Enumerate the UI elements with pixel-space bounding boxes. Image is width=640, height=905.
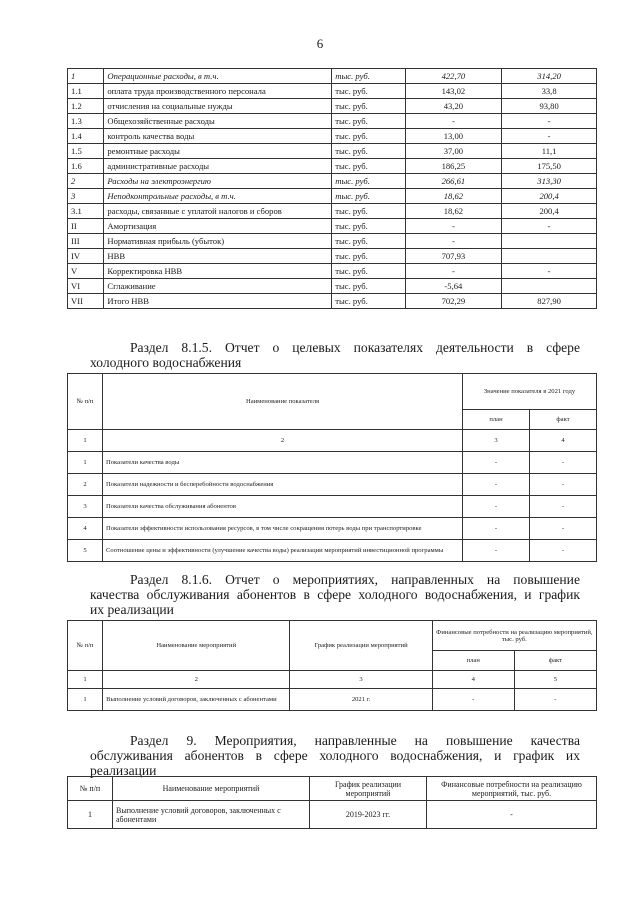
header-schedule: График реализации мероприятий: [310, 777, 427, 801]
row-name: Корректировка НВВ: [104, 264, 332, 279]
table-row: [68, 249, 597, 264]
row-unit: тыс. руб.: [332, 174, 405, 189]
row-fact: -: [514, 689, 596, 711]
row-value-2: [502, 279, 597, 294]
row-indicator-name: Показатели качества воды: [103, 452, 463, 474]
header-finance: Финансовые потребности на реализацию мероприятий, тыс. руб.: [427, 777, 597, 801]
table-row: [68, 99, 597, 114]
row-unit: тыс. руб.: [332, 189, 405, 204]
heading-line: их реализации: [90, 602, 174, 617]
row-name: Итого НВВ: [104, 294, 332, 309]
row-schedule: 2019-2023 гг.: [310, 801, 427, 829]
header-num: № п/п: [68, 777, 113, 801]
row-num: 1: [68, 452, 103, 474]
heading-line: холодного водоснабжения: [90, 355, 242, 370]
index-cell: 3: [290, 671, 432, 689]
row-unit: тыс. руб.: [332, 249, 405, 264]
row-schedule: 2021 г.: [290, 689, 432, 711]
row-value-2: [502, 249, 597, 264]
header-plan: план: [432, 651, 514, 671]
row-value-2: 33,8: [502, 84, 597, 99]
row-value-1: -: [405, 234, 502, 249]
row-plan: -: [463, 518, 530, 540]
row-plan: -: [463, 496, 530, 518]
row-unit: тыс. руб.: [332, 69, 405, 84]
index-cell: 3: [463, 430, 530, 452]
row-num: 1: [68, 801, 113, 829]
table-row: [68, 69, 597, 84]
table-row: [68, 264, 597, 279]
row-value-1: -: [405, 114, 502, 129]
row-name: Сглаживание: [104, 279, 332, 294]
row-unit: тыс. руб.: [332, 279, 405, 294]
table-row: [68, 84, 597, 99]
row-num: 2: [68, 474, 103, 496]
table-row: [68, 474, 597, 496]
row-value-2: -: [502, 114, 597, 129]
row-value-2: 313,30: [502, 174, 597, 189]
row-value-1: 18,62: [405, 204, 502, 219]
row-value-2: -: [502, 264, 597, 279]
row-plan: -: [463, 452, 530, 474]
header-fact: факт: [530, 410, 597, 430]
row-code: 3: [68, 189, 104, 204]
index-cell: 4: [432, 671, 514, 689]
row-value-2: 93,80: [502, 99, 597, 114]
row-plan: -: [463, 540, 530, 562]
row-value-1: -5,64: [405, 279, 502, 294]
row-finance: -: [427, 801, 597, 829]
row-fact: -: [530, 452, 597, 474]
row-code: V: [68, 264, 104, 279]
row-fact: -: [530, 496, 597, 518]
row-unit: тыс. руб.: [332, 204, 405, 219]
table-row: [68, 204, 597, 219]
row-num: 5: [68, 540, 103, 562]
row-value-1: 143,02: [405, 84, 502, 99]
header-fact: факт: [514, 651, 596, 671]
header-schedule: График реализации мероприятий: [290, 621, 432, 671]
header-num: № п/п: [68, 374, 103, 430]
index-cell: 1: [68, 430, 103, 452]
row-name: Операционные расходы, в т.ч.: [104, 69, 332, 84]
row-code: 1.3: [68, 114, 104, 129]
row-code: 1.5: [68, 144, 104, 159]
index-cell: 1: [68, 671, 103, 689]
row-indicator-name: Показатели надежности и бесперебойности водоснабжения: [103, 474, 463, 496]
row-value-1: 186,25: [405, 159, 502, 174]
row-value-2: -: [502, 129, 597, 144]
row-plan: -: [432, 689, 514, 711]
row-unit: тыс. руб.: [332, 114, 405, 129]
header-finance: Финансовые потребности на реализацию мероприятий, тыс. руб.: [432, 621, 596, 651]
row-unit: тыс. руб.: [332, 144, 405, 159]
table-row: [68, 219, 597, 234]
table-row: [68, 114, 597, 129]
row-indicator-name: Показатели качества обслуживания абонентов: [103, 496, 463, 518]
row-unit: тыс. руб.: [332, 84, 405, 99]
row-name: НВВ: [104, 249, 332, 264]
row-num: 3: [68, 496, 103, 518]
row-unit: тыс. руб.: [332, 219, 405, 234]
row-unit: тыс. руб.: [332, 264, 405, 279]
table-row: [68, 279, 597, 294]
table-row: [68, 452, 597, 474]
row-name: Расходы на электроэнергию: [104, 174, 332, 189]
row-name: Неподконтрольные расходы, в т.ч.: [104, 189, 332, 204]
index-cell: 2: [103, 671, 290, 689]
table-row: [68, 129, 597, 144]
header-value: Значение показателя в 2021 году: [463, 374, 597, 410]
row-value-1: 422,70: [405, 69, 502, 84]
header-plan: план: [463, 410, 530, 430]
row-code: 2: [68, 174, 104, 189]
row-value-1: 18,62: [405, 189, 502, 204]
row-fact: -: [530, 474, 597, 496]
row-name: расходы, связанные с уплатой налогов и сборов: [104, 204, 332, 219]
index-cell: 2: [103, 430, 463, 452]
row-value-1: 37,00: [405, 144, 502, 159]
row-value-1: -: [405, 219, 502, 234]
row-num: 1: [68, 689, 103, 711]
activities-plan-table: [67, 776, 597, 829]
header-indicator-name: Наименование показателя: [103, 374, 463, 430]
row-unit: тыс. руб.: [332, 99, 405, 114]
row-code: IV: [68, 249, 104, 264]
row-value-2: -: [502, 219, 597, 234]
row-indicator-name: Соотношение цены и эффективности (улучшение качества воды) реализации мероприятий инвестиционной программы: [103, 540, 463, 562]
table-row: [68, 294, 597, 309]
row-plan: -: [463, 474, 530, 496]
row-name: оплата труда производственного персонала: [104, 84, 332, 99]
row-value-1: 43,20: [405, 99, 502, 114]
index-cell: 4: [530, 430, 597, 452]
header-activity-name: Наименование мероприятий: [113, 777, 310, 801]
row-name: контроль качества воды: [104, 129, 332, 144]
target-indicators-table: [67, 373, 597, 562]
table-row: [68, 189, 597, 204]
heading-line: Раздел 8.1.5. Отчет о целевых показателях деятельности в сфере: [130, 340, 580, 355]
row-value-2: 200,4: [502, 189, 597, 204]
row-value-1: 266,61: [405, 174, 502, 189]
heading-line: качества обслуживания абонентов в сфере холодного водоснабжения, и график: [90, 587, 580, 602]
row-value-2: 175,50: [502, 159, 597, 174]
heading-line: Раздел 9. Мероприятия, направленные на повышение качества: [130, 733, 580, 748]
row-code: VI: [68, 279, 104, 294]
row-unit: тыс. руб.: [332, 159, 405, 174]
row-value-1: -: [405, 264, 502, 279]
header-activity-name: Наименование мероприятий: [103, 621, 290, 671]
table-row: [68, 234, 597, 249]
heading-line: реализации: [90, 763, 157, 778]
row-value-1: 702,29: [405, 294, 502, 309]
row-name: Нормативная прибыль (убыток): [104, 234, 332, 249]
row-code: II: [68, 219, 104, 234]
table-row: [68, 518, 597, 540]
row-indicator-name: Показатели эффективности использования ресурсов, в том числе сокращения потерь воды при транспортировке: [103, 518, 463, 540]
section-8-1-6-heading: [90, 572, 580, 617]
row-name: Амортизация: [104, 219, 332, 234]
page-number: 6: [316, 36, 324, 51]
row-value-2: 11,1: [502, 144, 597, 159]
row-value-2: 314,20: [502, 69, 597, 84]
row-code: VII: [68, 294, 104, 309]
row-unit: тыс. руб.: [332, 129, 405, 144]
row-code: 1.4: [68, 129, 104, 144]
heading-line: Раздел 8.1.6. Отчет о мероприятиях, направленных на повышение: [130, 572, 580, 587]
section-8-1-5-heading: [90, 340, 580, 370]
header-num: № п/п: [68, 621, 103, 671]
activities-report-table: [67, 620, 597, 711]
expenses-table: [67, 68, 597, 309]
row-num: 4: [68, 518, 103, 540]
row-name: административные расходы: [104, 159, 332, 174]
heading-line: обслуживания абонентов в сфере холодного водоснабжения, и график их: [90, 748, 580, 763]
table-row: [68, 159, 597, 174]
index-cell: 5: [514, 671, 596, 689]
row-fact: -: [530, 518, 597, 540]
row-value-2: 827,90: [502, 294, 597, 309]
row-value-2: [502, 234, 597, 249]
row-unit: тыс. руб.: [332, 234, 405, 249]
table-row: [68, 144, 597, 159]
row-name: отчисления на социальные нужды: [104, 99, 332, 114]
row-code: 1: [68, 69, 104, 84]
row-code: 3.1: [68, 204, 104, 219]
row-name: ремонтные расходы: [104, 144, 332, 159]
row-name: Общехозяйственные расходы: [104, 114, 332, 129]
table-row: [68, 174, 597, 189]
row-code: 1.1: [68, 84, 104, 99]
row-activity-name: Выполнение условий договоров, заключенных с абонентами: [103, 689, 290, 711]
table-row: [68, 540, 597, 562]
row-unit: тыс. руб.: [332, 294, 405, 309]
row-code: III: [68, 234, 104, 249]
row-code: 1.2: [68, 99, 104, 114]
row-value-2: 200,4: [502, 204, 597, 219]
row-value-1: 707,93: [405, 249, 502, 264]
table-row: [68, 496, 597, 518]
section-9-heading: [90, 733, 580, 778]
row-activity-name: Выполнение условий договоров, заключенных с абонентами: [113, 801, 310, 829]
row-value-1: 13,00: [405, 129, 502, 144]
row-fact: -: [530, 540, 597, 562]
row-code: 1.6: [68, 159, 104, 174]
